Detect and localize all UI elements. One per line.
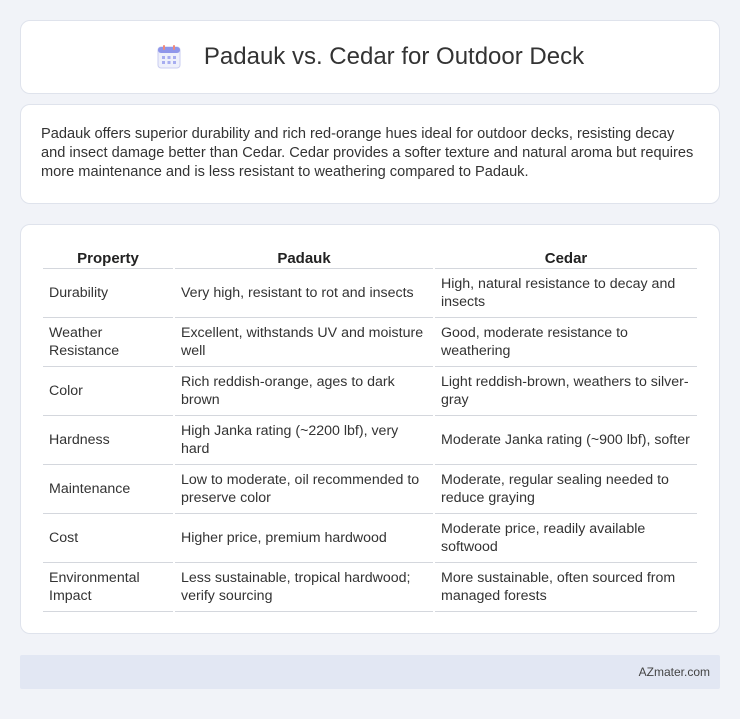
property-cell: Cost [43,514,173,563]
table-row [43,514,697,563]
cedar-cell: High, natural resistance to decay and insects [435,269,697,318]
property-cell: Environmental Impact [43,563,173,612]
padauk-cell: Very high, resistant to rot and insects [175,269,433,318]
property-cell: Durability [43,269,173,318]
intro-text: Padauk offers superior durability and rich red-orange hues ideal for outdoor decks, resisting decay and insect damage better than Cedar. Cedar provides a softer texture and natural aroma but requires more maintenance and is less resistant to weathering compared to Padauk. [41,126,694,180]
table-header-row [43,246,697,269]
header-cedar: Cedar [435,246,697,269]
footer [20,655,720,689]
table-row [43,416,697,465]
intro-card [20,104,720,204]
property-cell: Weather Resistance [43,318,173,367]
table-row [43,269,697,318]
property-cell: Hardness [43,416,173,465]
padauk-cell: Less sustainable, tropical hardwood; verify sourcing [175,563,433,612]
table-row [43,563,697,612]
property-cell: Color [43,367,173,416]
footer-brand: AZmater.com [638,665,710,679]
header-property: Property [43,246,173,269]
property-cell: Maintenance [43,465,173,514]
comparison-table [41,246,699,612]
padauk-cell: High Janka rating (~2200 lbf), very hard [175,416,433,465]
cedar-cell: Light reddish-brown, weathers to silver-gray [435,367,697,416]
padauk-cell: Rich reddish-orange, ages to dark brown [175,367,433,416]
cedar-cell: Moderate, regular sealing needed to reduce graying [435,465,697,514]
padauk-cell: Excellent, withstands UV and moisture well [175,318,433,367]
padauk-cell: Higher price, premium hardwood [175,514,433,563]
table-row [43,465,697,514]
table-row [43,318,697,367]
cedar-cell: Good, moderate resistance to weathering [435,318,697,367]
cedar-cell: Moderate Janka rating (~900 lbf), softer [435,416,697,465]
title-card [20,20,720,94]
cedar-cell: Moderate price, readily available softwood [435,514,697,563]
calendar-icon [156,44,182,70]
cedar-cell: More sustainable, often sourced from managed forests [435,563,697,612]
comparison-table-card [20,224,720,634]
table-row [43,367,697,416]
header-padauk: Padauk [175,246,433,269]
page-title: Padauk vs. Cedar for Outdoor Deck [203,43,585,70]
padauk-cell: Low to moderate, oil recommended to preserve color [175,465,433,514]
